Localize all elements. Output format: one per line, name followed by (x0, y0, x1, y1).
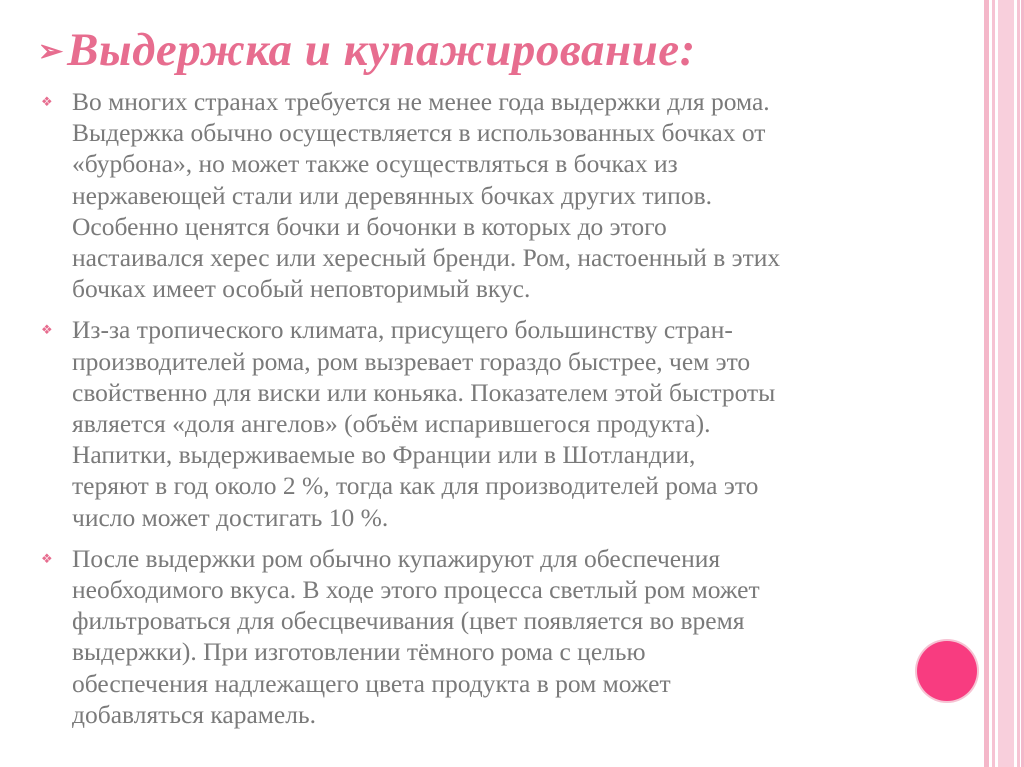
stripe (984, 0, 989, 767)
diamond-bullet-icon: ❖ (41, 322, 53, 338)
decorative-circle (917, 641, 977, 701)
slide-title (38, 20, 958, 80)
bullet-item (40, 86, 975, 304)
stripe (1017, 0, 1020, 767)
stripe (998, 0, 1014, 767)
bullet-text: Во многих странах требуется не менее года выдержки для рома. Выдержка обычно осуществляется в использованных бочках от «бурбона», но может также осуществляться в бочках из нержавеющей стали или деревянных бочках других типов. Особенно ценятся бочки и бочонки в которых до этого настаивался херес или хересный бренди. Ром, настоенный в этих бочках имеет особый неповторимый вкус. (72, 87, 781, 304)
stripe (992, 0, 995, 767)
diamond-bullet-icon: ❖ (41, 550, 53, 566)
diamond-bullet-icon: ❖ (41, 94, 53, 109)
bullet-list (40, 86, 975, 740)
bullet-text: После выдержки ром обычно купажируют для обеспечения необходимого вкуса. В ходе этого процесса светлый ром может фильтроваться для обесцвечивания (цвет появляется во время выдержки). При изготовлении тёмного рома с целью обеспечения надлежащего цвета продукта в ром может добавляться карамель. (72, 543, 760, 729)
title-text: Выдержка и купажирование: (67, 23, 696, 76)
bullet-item (40, 543, 975, 730)
arrow-bullet-icon: ➢ (38, 35, 64, 68)
bullet-item (40, 314, 975, 532)
right-decorative-stripes (984, 0, 1024, 767)
bullet-text: Из-за тропического климата, присущего большинству стран- производителей рома, ром вызревает гораздо быстрее, чем это свойственно для виски или коньяка. Показателем этой быстроты является «доля ангелов» (объём испарившегося продукта). Напитки, выдерживаемые во Франции или в Шотландии, теряют в год около 2 %, тогда как для производителей рома это число может достигать 10 %. (72, 315, 776, 532)
